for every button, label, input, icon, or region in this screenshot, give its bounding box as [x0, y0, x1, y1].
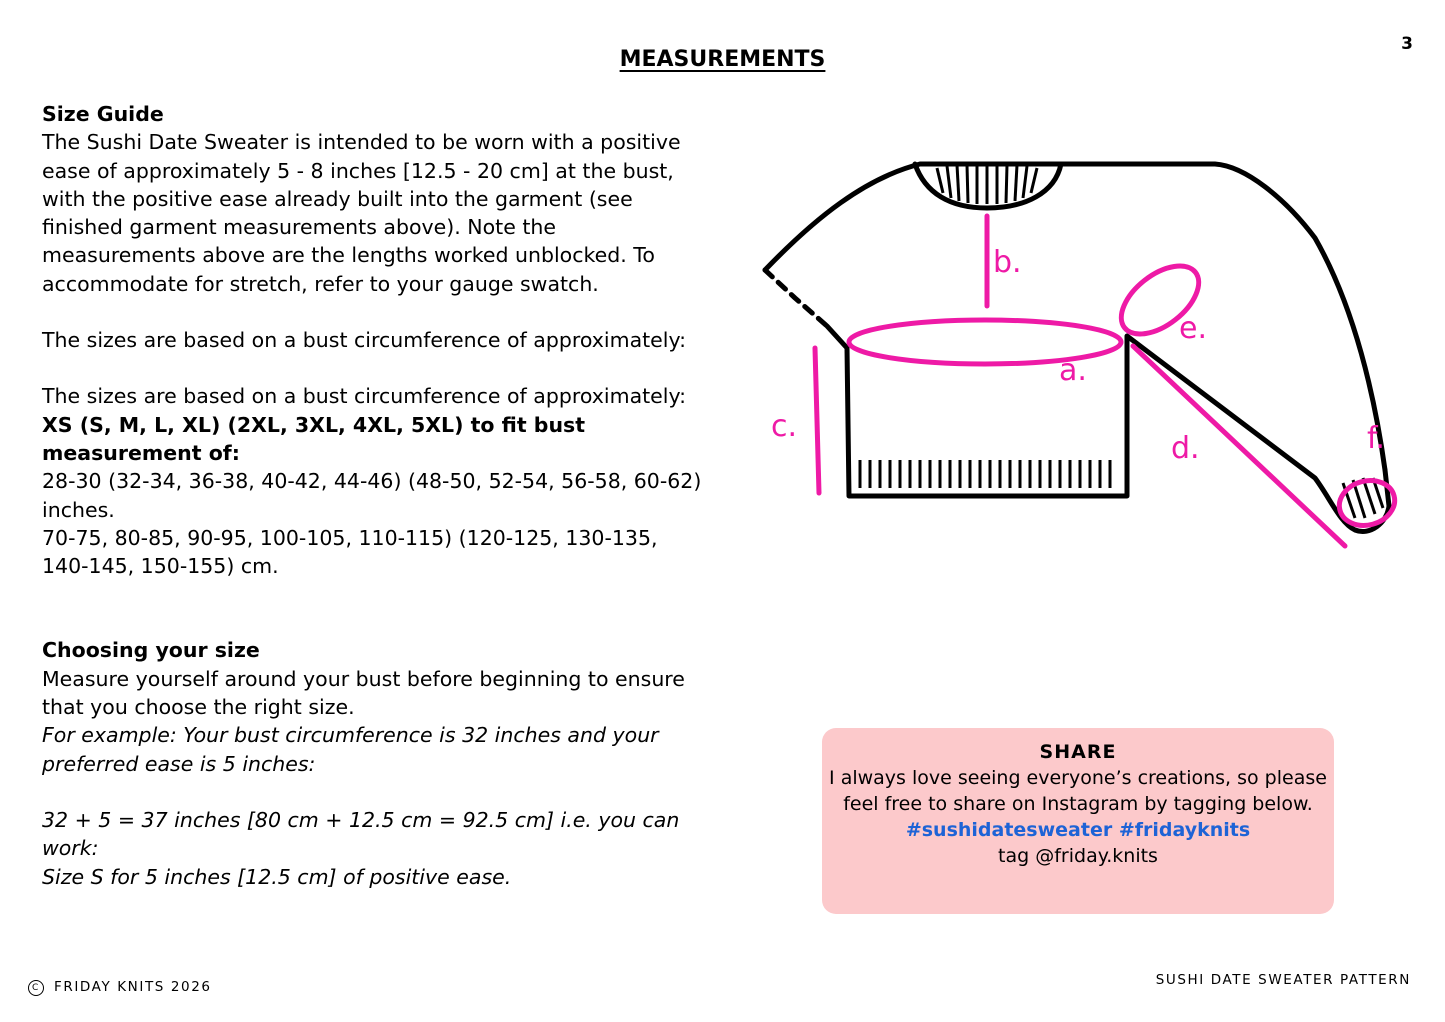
sweater-diagram [755, 148, 1405, 558]
result-text: Size S for 5 inches [12.5 cm] of positive ease. [42, 864, 512, 889]
footer-pattern-name: SUSHI DATE SWEATER PATTERN [1155, 972, 1411, 988]
calculation-text: 32 + 5 = 37 inches [80 cm + 12.5 cm = 92.5 cm] i.e. you can work: [42, 807, 680, 861]
cm-line: 70-75, 80-85, 90-95, 100-105, 110-115) (120-125, 130-135, 140-145, 150-155) cm. [42, 525, 658, 579]
measurement-labels [771, 245, 1385, 466]
left-column [42, 100, 702, 891]
label-a: a. [1059, 353, 1087, 388]
sizes-line: XS (S, M, L, XL) (2XL, 3XL, 4XL, 5XL) to fit bust measurement of: [42, 412, 586, 465]
share-hashtags[interactable]: #sushidatesweater #fridayknits [905, 819, 1251, 841]
footer-left-text: FRIDAY KNITS 2026 [54, 979, 212, 995]
share-text: I always love seeing everyone’s creations, so please feel free to share on Instagram by tagging below. [829, 767, 1327, 815]
size-guide-paragraph: The Sushi Date Sweater is intended to be worn with a positive ease of approximately 5 - 8 inches [12.5 - 20 cm] at the bust, with the positive ease already built into the garment (see finished garment measurements above). Note the measurements above are the lengths worked unblocked. To accommodate for stretch, refer to your gauge swatch. [42, 130, 681, 296]
share-tag[interactable]: tag @friday.knits [998, 845, 1158, 867]
page-number: 3 [1401, 34, 1413, 54]
copyright-icon: C [28, 980, 44, 996]
choosing-paragraph: Measure yourself around your bust before beginning to ensure that you choose the right size. [42, 666, 685, 720]
label-c: c. [771, 409, 798, 444]
bust-intro-2: The sizes are based on a bust circumference of approximately: [42, 384, 687, 409]
label-f: f. [1367, 421, 1385, 456]
label-b: b. [993, 245, 1022, 280]
label-e: e. [1179, 311, 1207, 346]
example-text: For example: Your bust circumference is 32 inches and your preferred ease is 5 inches: [42, 723, 659, 776]
share-title: SHARE [1039, 741, 1117, 763]
inches-line: 28-30 (32-34, 36-38, 40-42, 44-46) (48-50, 52-54, 56-58, 60-62) inches. [42, 469, 702, 522]
size-guide-heading: Size Guide [42, 102, 164, 126]
share-box [822, 728, 1334, 914]
bust-intro-1: The sizes are based on a bust circumference of approximately: [42, 328, 687, 353]
label-d: d. [1171, 431, 1200, 466]
page-title: MEASUREMENTS [619, 47, 826, 72]
choosing-heading: Choosing your size [42, 638, 260, 663]
footer-copyright [28, 979, 212, 996]
